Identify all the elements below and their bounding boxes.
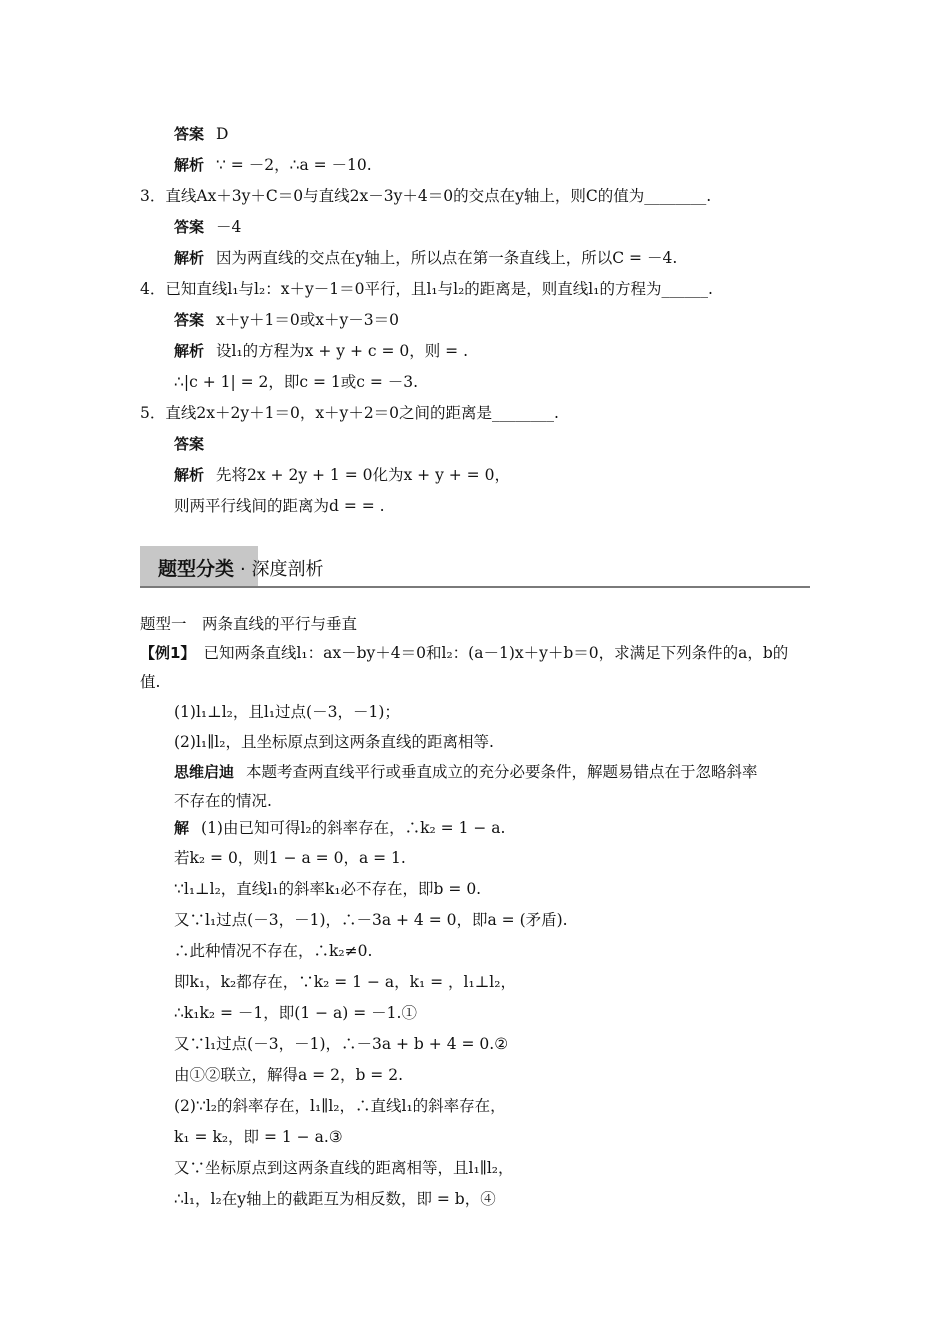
question-5 bbox=[140, 403, 559, 425]
answer-text: D bbox=[216, 125, 229, 143]
analysis-text: ∴|c + 1| = 2，即c = 1或c = －3. bbox=[174, 373, 419, 391]
solution-line: ∴k₁k₂ = －1，即(1 − a) = －1.① bbox=[174, 1004, 417, 1022]
question-number: 5． bbox=[140, 404, 166, 422]
analysis-label: 解析 bbox=[174, 156, 205, 174]
hint-label: 思维启迪 bbox=[174, 763, 235, 781]
section-title-main: 题型分类 bbox=[158, 558, 235, 580]
question-number: 4． bbox=[140, 280, 166, 298]
section-header bbox=[140, 546, 810, 588]
answer-label: 答案 bbox=[174, 311, 205, 329]
q4-analysis-line bbox=[174, 341, 468, 363]
analysis-label: 解析 bbox=[174, 249, 205, 267]
q3-analysis-line bbox=[174, 248, 677, 270]
section-subtitle: · 深度剖析 bbox=[240, 559, 324, 580]
analysis-text: 设l₁的方程为x + y + c = 0，则 = . bbox=[216, 342, 469, 360]
solution-label: 解 bbox=[174, 819, 190, 837]
solution-line: 又∵l₁过点(－3，－1)，∴－3a + b + 4 = 0.② bbox=[174, 1035, 509, 1053]
section-title bbox=[158, 554, 323, 581]
question-number: 3． bbox=[140, 187, 166, 205]
q4-answer-line bbox=[174, 310, 399, 332]
q3-answer-line bbox=[174, 217, 241, 239]
solution-line: ∴此种情况不存在，∴k₂≠0. bbox=[174, 942, 373, 960]
hint-line-2: 不存在的情况. bbox=[174, 792, 272, 810]
solution-line: 由①②联立，解得a = 2，b = 2. bbox=[174, 1066, 403, 1084]
solution-line: 又∵l₁过点(－3，－1)，∴－3a + 4 = 0，即a = (矛盾). bbox=[174, 911, 568, 929]
condition-2: (2)l₁∥l₂，且坐标原点到这两条直线的距离相等. bbox=[174, 733, 494, 751]
type-heading: 题型一 两条直线的平行与垂直 bbox=[140, 615, 358, 633]
question-text: 直线2x＋2y＋1＝0，x＋y＋2＝0之间的距离是________. bbox=[165, 404, 559, 422]
solution-line: 又∵坐标原点到这两条直线的距离相等，且l₁∥l₂， bbox=[174, 1159, 514, 1177]
analysis-text: 因为两直线的交点在y轴上，所以点在第一条直线上，所以C = －4. bbox=[216, 249, 678, 267]
question-text: 已知直线l₁与l₂：x＋y－1＝0平行，且l₁与l₂的距离是，则直线l₁的方程为______. bbox=[165, 280, 713, 298]
question-3 bbox=[140, 186, 711, 208]
hint-line bbox=[174, 762, 758, 784]
example-label: 【例1】 bbox=[140, 644, 196, 662]
example-text: 已知两条直线l₁：ax－by＋4＝0和l₂：(a－1)x＋y＋b＝0，求满足下列条件的a，b的 bbox=[203, 644, 789, 662]
condition-1: (1)l₁⊥l₂，且l₁过点(－3，－1)； bbox=[174, 703, 400, 721]
analysis-label: 解析 bbox=[174, 466, 205, 484]
answer-label: 答案 bbox=[174, 435, 205, 453]
hint-text: 本题考查两直线平行或垂直成立的充分必要条件，解题易错点在于忽略斜率 bbox=[246, 763, 758, 781]
analysis-label: 解析 bbox=[174, 342, 205, 360]
solution-line: ∵l₁⊥l₂，直线l₁的斜率k₁必不存在，即b = 0. bbox=[174, 880, 482, 898]
q2-answer-line bbox=[174, 124, 228, 146]
solution-line-1 bbox=[174, 818, 505, 840]
answer-text: －4 bbox=[216, 218, 242, 236]
q2-analysis-line bbox=[174, 155, 372, 177]
q4-analysis-line-2 bbox=[174, 372, 418, 394]
analysis-text: 先将2x + 2y + 1 = 0化为x + y + = 0， bbox=[216, 466, 510, 484]
solution-line: (2)∵l₂的斜率存在，l₁∥l₂，∴直线l₁的斜率存在， bbox=[174, 1097, 506, 1115]
example-1-cont: 值. bbox=[140, 673, 161, 691]
question-4 bbox=[140, 279, 713, 301]
q5-answer-line bbox=[174, 434, 216, 456]
answer-text: x＋y＋1＝0或x＋y－3＝0 bbox=[216, 311, 399, 329]
solution-line: 若k₂ = 0，则1 − a = 0，a = 1. bbox=[174, 849, 406, 867]
analysis-text: ∵ = －2，∴a = －10. bbox=[216, 156, 372, 174]
question-text: 直线Ax＋3y＋C＝0与直线2x－3y＋4＝0的交点在y轴上，则C的值为________. bbox=[165, 187, 712, 205]
solution-line: k₁ = k₂，即 = 1 − a.③ bbox=[174, 1128, 343, 1146]
answer-label: 答案 bbox=[174, 125, 205, 143]
solution-line: ∴l₁，l₂在y轴上的截距互为相反数，即 = b，④ bbox=[174, 1190, 496, 1208]
analysis-text: 则两平行线间的距离为d = = . bbox=[174, 497, 385, 515]
q5-analysis-line-2 bbox=[174, 496, 385, 518]
answer-label: 答案 bbox=[174, 218, 205, 236]
q5-analysis-line bbox=[174, 465, 510, 487]
solution-text: (1)由已知可得l₂的斜率存在，∴k₂ = 1 − a. bbox=[201, 819, 506, 837]
example-1 bbox=[140, 643, 788, 665]
solution-line: 即k₁，k₂都存在，∵k₂ = 1 − a，k₁ = ，l₁⊥l₂， bbox=[174, 973, 516, 991]
